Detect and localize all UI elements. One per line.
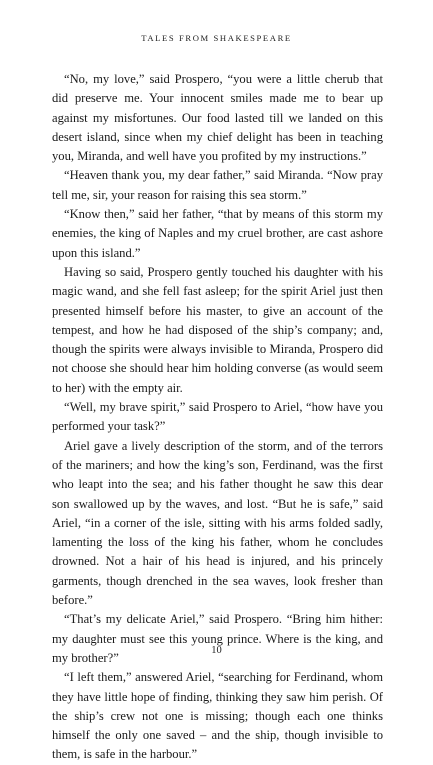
paragraph: “Well, my brave spirit,” said Prospero to Ariel, “how have you performed your task?” bbox=[52, 400, 383, 434]
paragraph: “I left them,” answered Ariel, “searching for Ferdinand, whom they have little hope of finding, thinking they saw him perish. Of the ship’s crew not one is missing; though each one thinks himself the only one saved – and the ship, though invisible to them, is safe in the harbour.” bbox=[52, 670, 383, 762]
paragraph: “Know then,” said her father, “that by means of this storm my enemies, the king of Naples and my cruel brother, are cast ashore upon this island.” bbox=[52, 207, 383, 260]
paragraph: Ariel gave a lively description of the storm, and of the terrors of the mariners; and how the king’s son, Ferdinand, was the first who leapt into the sea; and his father thought he saw this dear son swallowed up by the waves, and lost. “But he is safe,” said Ariel, “in a corner of the isle, sitting with his arms folded sadly, lamenting the loss of the king his father, whom he concludes drowned. Not a hair of his head is injured, and his princely garments, though drenched in the sea waves, look fresher than before.” bbox=[52, 438, 383, 608]
paragraph: Having so said, Prospero gently touched his daughter with his magic wand, and she fell fast asleep; for the spirit Ariel just then presented himself before his master, to give an account of the tempest, and how he had disposed of the ship’s company; and, though the spirits were always invisible to Miranda, Prospero did not choose she should hear him holding converse (as would seem to her) with the empty air. bbox=[52, 264, 383, 395]
running-head: TALES FROM SHAKESPEARE bbox=[141, 33, 292, 43]
page-number: 10 bbox=[211, 645, 222, 656]
body-text bbox=[52, 70, 383, 765]
paragraph: “That’s my delicate Ariel,” said Prospero. “Bring him hither: my daughter must see this young prince. Where is the king, and my brother?” bbox=[52, 612, 383, 665]
paragraph: “Heaven thank you, my dear father,” said Miranda. “Now pray tell me, sir, your reason for raising this sea storm.” bbox=[52, 168, 383, 202]
paragraph: “No, my love,” said Prospero, “you were a little cherub that did preserve me. Your innocent smiles made me to bear up against my misfortunes. Our food lasted till we landed on this desert island, since when my chief delight has been in teaching you, Miranda, and well have you profited by my instructions.” bbox=[52, 72, 383, 164]
